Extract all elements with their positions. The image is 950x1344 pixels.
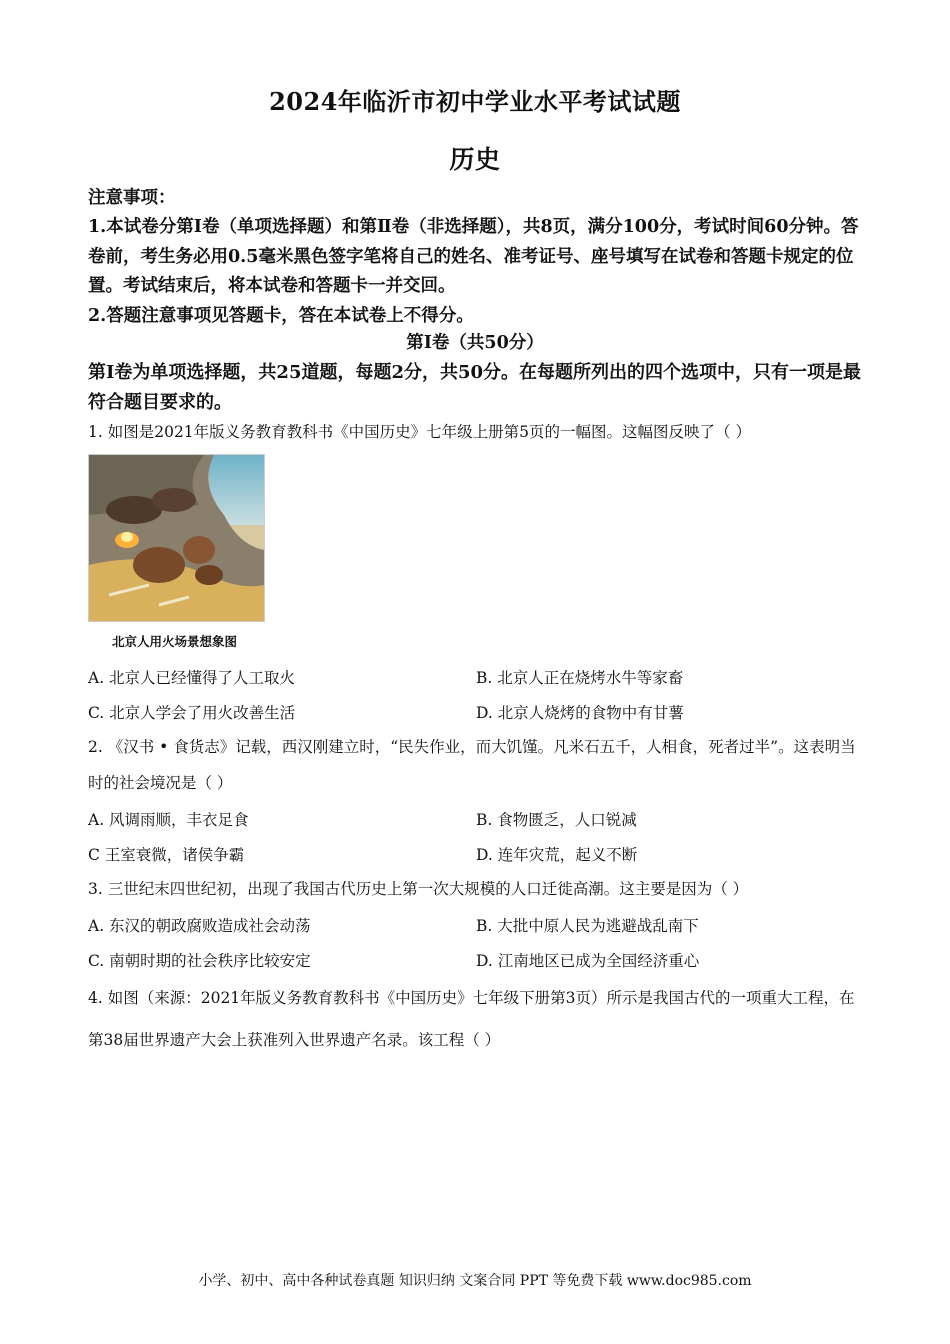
notice-heading: 注意事项： xyxy=(88,188,176,208)
notice-item-2: 2.答题注意事项见答题卡，答在本试卷上不得分。 xyxy=(88,305,474,326)
q2-option-b[interactable]: B. 食物匮乏，人口锐减 xyxy=(476,811,637,829)
fire-scene-image xyxy=(89,455,264,621)
q2-option-c[interactable]: C 王室衰微，诸侯争霸 xyxy=(88,846,245,864)
page-footer: 小学、初中、高中各种试卷真题 知识归纳 文案合同 PPT 等免费下载 www.doc985.com xyxy=(198,1273,752,1289)
subject-title: 历史 xyxy=(449,145,501,174)
section-description: 第Ⅰ卷为单项选择题，共25道题，每题2分，共50分。在每题所列出的四个选项中，只有一项是最符合题目要求的。 xyxy=(88,362,862,413)
question-3-stem: 3. 三世纪末四世纪初，出现了我国古代历史上第一次大规模的人口迁徙高潮。这主要是因为（ ） xyxy=(88,880,749,898)
q1-option-c[interactable]: C. 北京人学会了用火改善生活 xyxy=(88,704,296,722)
question-1-stem: 1. 如图是2021年版义务教育教科书《中国历史》七年级上册第5页的一幅图。这幅图反映了（ ） xyxy=(88,423,751,441)
q3-option-c[interactable]: C. 南朝时期的社会秩序比较安定 xyxy=(88,952,311,970)
question-4-stem: 4. 如图（来源：2021年版义务教育教科书《中国历史》七年级下册第3页）所示是我国古代的一项重大工程，在第38届世界遗产大会上获准列入世界遗产名录。该工程（ ） xyxy=(88,989,855,1049)
notice-body xyxy=(88,213,863,331)
q2-option-d[interactable]: D. 连年灾荒，起义不断 xyxy=(476,846,638,864)
question-2-stem: 2. 《汉书 • 食货志》记载，西汉刚建立时，“民失作业，而大饥馑。凡米石五千，人相食，死者过半”。这表明当时的社会境况是（ ） xyxy=(88,738,856,792)
q3-option-b[interactable]: B. 大批中原人民为逃避战乱南下 xyxy=(476,917,699,935)
notice-item-1: 1.本试卷分第Ⅰ卷（单项选择题）和第Ⅱ卷（非选择题），共8页，满分100分，考试时间60分钟。答卷前，考生务必用0.5毫米黑色签字笔将自己的姓名、准考证号、座号填写在试卷和答题卡规定的位置。考试结束后，将本试卷和答题卡一并交回。 xyxy=(88,217,859,296)
q1-option-b[interactable]: B. 北京人正在烧烤水牛等家畜 xyxy=(476,669,684,687)
q3-option-a[interactable]: A. 东汉的朝政腐败造成社会动荡 xyxy=(88,917,311,935)
q2-option-a[interactable]: A. 风调雨顺，丰衣足食 xyxy=(88,811,249,829)
exam-title: 2024年临沂市初中学业水平考试试题 xyxy=(269,87,681,116)
peking-man-fire-illustration xyxy=(88,454,265,622)
figure-caption: 北京人用火场景想象图 xyxy=(112,634,238,649)
q1-option-a[interactable]: A. 北京人已经懂得了人工取火 xyxy=(88,669,296,687)
section-heading: 第Ⅰ卷（共50分） xyxy=(406,333,544,353)
q3-option-d[interactable]: D. 江南地区已成为全国经济重心 xyxy=(476,952,700,970)
q1-option-d[interactable]: D. 北京人烧烤的食物中有甘薯 xyxy=(476,704,684,722)
